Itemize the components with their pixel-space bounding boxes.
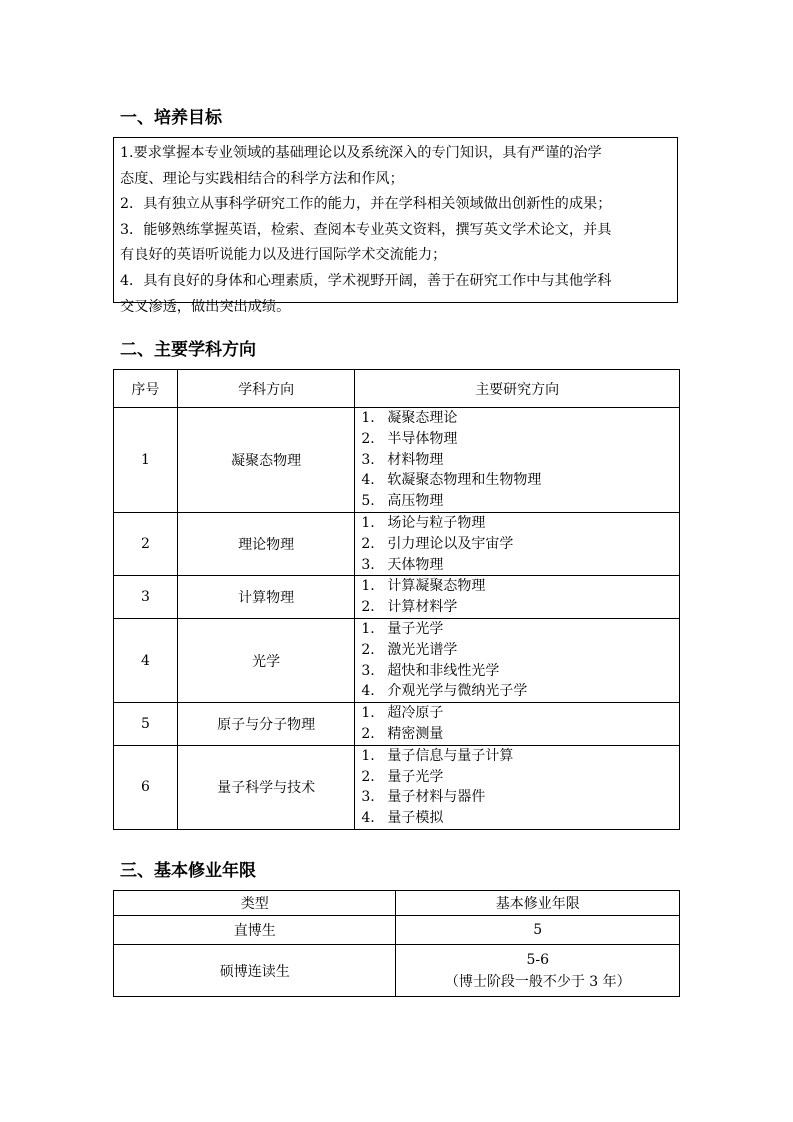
list-item-text: 量子信息与量子计算: [387, 747, 514, 764]
list-item-text: 场论与粒子物理: [387, 514, 486, 531]
row-number: 4: [114, 618, 178, 702]
list-item-text: 量子光学: [387, 768, 444, 785]
field-name: 凝聚态物理: [177, 408, 355, 513]
list-item: [361, 429, 679, 450]
years-note: （博士阶段一般不少于 3 年）: [444, 973, 631, 990]
list-item: [361, 746, 679, 767]
field-name: 原子与分子物理: [177, 703, 355, 746]
list-item-text: 量子光学: [387, 620, 444, 637]
list-item: [361, 576, 679, 597]
header-type: 类型: [114, 891, 396, 916]
list-item: [361, 767, 679, 788]
list-item-number: 2.: [361, 430, 375, 447]
goals-line: 有良好的英语听说能力以及进行国际学术交流能力；: [120, 247, 447, 264]
table-row: [114, 618, 680, 702]
list-item-number: 1.: [361, 578, 375, 595]
section-title-goals: 一、培养目标: [120, 108, 222, 128]
topics-cell: [355, 408, 680, 513]
list-item-number: 5.: [361, 493, 375, 510]
row-number: 1: [114, 408, 178, 513]
header-years: 基本修业年限: [396, 891, 680, 916]
list-item-text: 激光光谱学: [387, 641, 458, 658]
list-item-number: 2.: [361, 641, 375, 658]
directions-table: [113, 369, 680, 830]
list-item-text: 量子模拟: [387, 810, 444, 827]
list-item: [361, 640, 679, 661]
list-item-number: 1.: [361, 747, 375, 764]
section-title-years: 三、基本修业年限: [120, 861, 256, 881]
list-item: [361, 555, 679, 576]
list-item-text: 引力理论以及宇宙学: [387, 535, 514, 552]
list-item-number: 4.: [361, 683, 375, 700]
list-item-text: 软凝聚态物理和生物物理: [387, 472, 542, 489]
list-item-number: 1.: [361, 705, 375, 722]
list-item: [361, 534, 679, 555]
list-item: [361, 703, 679, 724]
type-cell: 硕博连读生: [114, 945, 396, 997]
list-item: [361, 513, 679, 534]
header-field: 学科方向: [177, 370, 355, 408]
section-title-directions: 二、主要学科方向: [120, 340, 256, 360]
list-item: [361, 491, 679, 512]
table-row: [114, 745, 680, 829]
list-item-number: 4.: [361, 472, 375, 489]
years-table: [113, 890, 680, 997]
list-item: [361, 450, 679, 471]
list-item: [361, 619, 679, 640]
field-name: 光学: [177, 618, 355, 702]
list-item-number: 3.: [361, 556, 375, 573]
list-item-number: 3.: [361, 451, 375, 468]
row-number: 6: [114, 745, 178, 829]
field-name: 量子科学与技术: [177, 745, 355, 829]
list-item-text: 计算凝聚态物理: [387, 578, 486, 595]
directions-table-body: [114, 408, 680, 830]
list-item: [361, 408, 679, 429]
table-row: [114, 916, 680, 945]
goals-line: 态度、理论与实践相结合的科学方法和作风；: [120, 170, 404, 187]
table-header-row: [114, 370, 680, 408]
list-item-number: 1.: [361, 620, 375, 637]
goals-line: 1.要求掌握本专业领域的基础理论以及系统深入的专门知识，具有严谨的治学: [120, 145, 602, 161]
list-item-text: 量子材料与器件: [387, 789, 486, 806]
goals-line: 交叉渗透，做出突出成绩。: [120, 298, 291, 315]
list-item: [361, 470, 679, 491]
topics-cell: [355, 745, 680, 829]
years-value: 5-6: [526, 951, 550, 968]
list-item-number: 2.: [361, 599, 375, 616]
table-row: [114, 408, 680, 513]
years-cell: 5: [396, 916, 680, 945]
goals-box: [113, 137, 678, 315]
list-item-text: 凝聚态理论: [387, 410, 458, 426]
header-topics: 主要研究方向: [355, 370, 680, 408]
topics-cell: [355, 512, 680, 575]
list-item-number: 2.: [361, 768, 375, 785]
list-item-number: 2.: [361, 535, 375, 552]
list-item-number: 1.: [361, 514, 375, 531]
table-header-row: [114, 891, 680, 916]
list-item: [361, 597, 679, 618]
list-item-text: 精密测量: [387, 725, 444, 742]
type-cell: 直博生: [114, 916, 396, 945]
topics-cell: [355, 618, 680, 702]
row-number: 3: [114, 576, 178, 619]
topics-cell: [355, 703, 680, 746]
list-item-number: 1.: [361, 410, 375, 426]
list-item: [361, 724, 679, 745]
list-item-text: 天体物理: [387, 556, 444, 573]
list-item-number: 4.: [361, 810, 375, 827]
list-item: [361, 661, 679, 682]
goals-line: 2．具有独立从事科学研究工作的能力，并在学科相关领域做出创新性的成果；: [120, 196, 612, 213]
field-name: 计算物理: [177, 576, 355, 619]
table-row: [114, 576, 680, 619]
list-item-number: 3.: [361, 789, 375, 806]
list-item-number: 3.: [361, 662, 375, 679]
list-item-text: 计算材料学: [387, 599, 458, 616]
list-item-text: 超冷原子: [387, 705, 444, 722]
list-item-text: 超快和非线性光学: [387, 662, 500, 679]
list-item-text: 高压物理: [387, 493, 444, 510]
table-row: [114, 945, 680, 997]
table-row: [114, 512, 680, 575]
list-item: [361, 808, 679, 829]
topics-cell: [355, 576, 680, 619]
header-no: 序号: [114, 370, 178, 408]
list-item-number: 2.: [361, 725, 375, 742]
years-cell: [396, 945, 680, 997]
list-item: [361, 787, 679, 808]
row-number: 2: [114, 512, 178, 575]
list-item-text: 半导体物理: [387, 430, 458, 447]
table-row: [114, 703, 680, 746]
list-item: [361, 681, 679, 702]
list-item-text: 介观光学与微纳光子学: [387, 683, 528, 700]
field-name: 理论物理: [177, 512, 355, 575]
goals-line: 4．具有良好的身体和心理素质，学术视野开阔，善于在研究工作中与其他学科: [120, 272, 612, 289]
list-item-text: 材料物理: [387, 451, 444, 468]
goals-line: 3．能够熟练掌握英语，检索、查阅本专业英文资料，撰写英文学术论文，并具: [120, 221, 612, 238]
row-number: 5: [114, 703, 178, 746]
